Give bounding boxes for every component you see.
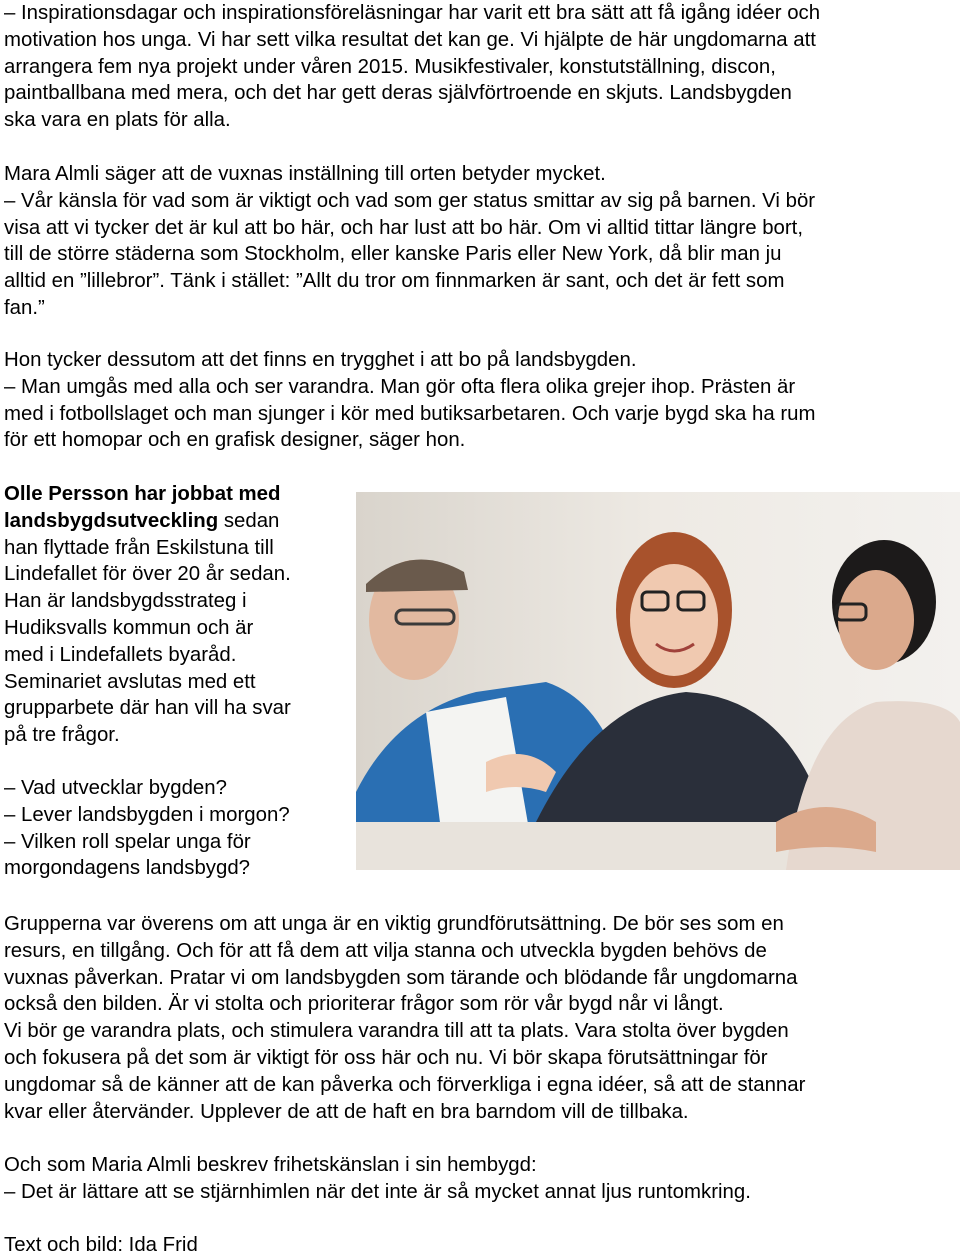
text-line: Grupperna var överens om att unga är en viktig grundförutsättning. De bör ses som en: [4, 913, 784, 935]
text-line: han flyttade från Eskilstuna till: [4, 536, 274, 559]
text-line: arrangera fem nya projekt under våren 2015. Musikfestivaler, konstutställning, discon,: [4, 55, 776, 78]
text-line: och fokusera på det som är viktigt för oss här och nu. Vi bör skapa förutsättningar för: [4, 1046, 768, 1069]
text-line: Han är landsbygdsstrateg i: [4, 590, 247, 613]
text-line: Hudiksvalls kommun och är: [4, 616, 254, 639]
list-item: – Vad utvecklar bygden?: [4, 777, 227, 799]
text-line: – Det är lättare att se stjärnhimlen när det inte är så mycket annat ljus runtomkring.: [4, 1180, 751, 1203]
text-line: grupparbete där han vill ha svar: [4, 697, 291, 720]
paragraph-1: [4, 0, 956, 134]
text-line: Mara Almli säger att de vuxnas inställning till orten betyder mycket.: [4, 163, 606, 185]
text-line: ska vara en plats för alla.: [4, 109, 231, 132]
text-line: Vi bör ge varandra plats, och stimulera varandra till att ta plats. Vara stolta över bygden: [4, 1020, 789, 1043]
text-line: motivation hos unga. Vi har sett vilka resultat det kan ge. Vi hjälpte de här ungdomarna att: [4, 28, 816, 51]
question-list: [4, 775, 344, 882]
text-line: [4, 508, 344, 535]
bold-text: Olle Persson har jobbat med: [4, 483, 281, 505]
bold-text: landsbygdsutveckling: [4, 509, 219, 532]
text-line: med i Lindefallets byaråd.: [4, 643, 237, 666]
text-line: ungdomar så de känner att de kan påverka och förverkliga i egna idéer, så att de stannar: [4, 1073, 806, 1096]
credit-text: Text och bild: Ida Frid: [4, 1234, 198, 1256]
text-line: Och som Maria Almli beskrev frihetskänslan i sin hembygd:: [4, 1154, 537, 1176]
photo-illustration: [356, 492, 960, 870]
text-line: på tre frågor.: [4, 724, 120, 747]
text-line: kvar eller återvänder. Upplever de att de haft en bra barndom vill de tillbaka.: [4, 1100, 689, 1123]
text-line: till de större städerna som Stockholm, eller kanske Paris eller New York, då blir man ju: [4, 243, 782, 266]
sidebar-heading: [4, 481, 344, 508]
seminar-photo: [356, 492, 960, 870]
text-line: – Inspirationsdagar och inspirationsföreläsningar har varit ett bra sätt att få igång idéer och: [4, 2, 821, 24]
paragraph-5: [4, 1152, 956, 1206]
text-line: Lindefallet för över 20 år sedan.: [4, 563, 291, 586]
text-line: för ett homopar och en grafisk designer, säger hon.: [4, 429, 466, 452]
text-line: resurs, en tillgång. Och för att få dem att vilja stanna och utveckla bygden behövs de: [4, 939, 767, 962]
list-item: – Lever landsbygden i morgon?: [4, 803, 290, 826]
text-line: fan.”: [4, 296, 45, 319]
text-line: – Man umgås med alla och ser varandra. Man gör ofta flera olika grejer ihop. Prästen är: [4, 375, 796, 398]
text-line: också den bilden. Är vi stolta och prioriterar frågor som rör vår bygd når vi långt.: [4, 993, 724, 1016]
text-fragment: sedan: [218, 509, 280, 532]
text-line: alltid en ”lillebror”. Tänk i stället: ”Allt du tror om finnmarken är sant, och det är fett som: [4, 270, 785, 293]
paragraph-2: [4, 161, 956, 322]
sidebar-text: [4, 481, 344, 749]
list-item: – Vilken roll spelar unga för: [4, 830, 251, 853]
text-line: – Vår känsla för vad som är viktigt och vad som ger status smittar av sig på barnen. Vi bör: [4, 189, 816, 212]
paragraph-4: [4, 911, 956, 1125]
text-line: med i fotbollslaget och man sjunger i kör med butiksarbetaren. Och varje bygd ska ha rum: [4, 402, 816, 425]
list-item: morgondagens landsbygd?: [4, 857, 251, 880]
paragraph-3: [4, 347, 956, 454]
photo-credit: [4, 1232, 956, 1259]
text-line: visa att vi tycker det är kul att bo här, och har lust att bo här. Om vi alltid tittar längre bort,: [4, 216, 803, 239]
text-line: Seminariet avslutas med ett: [4, 670, 256, 693]
text-line: paintballbana med mera, och det har gett deras självförtroende en skjuts. Landsbygden: [4, 82, 792, 105]
text-line: vuxnas påverkan. Pratar vi om landsbygden som tärande och blödande får ungdomarna: [4, 966, 798, 989]
text-line: Hon tycker dessutom att det finns en trygghet i att bo på landsbygden.: [4, 349, 637, 371]
